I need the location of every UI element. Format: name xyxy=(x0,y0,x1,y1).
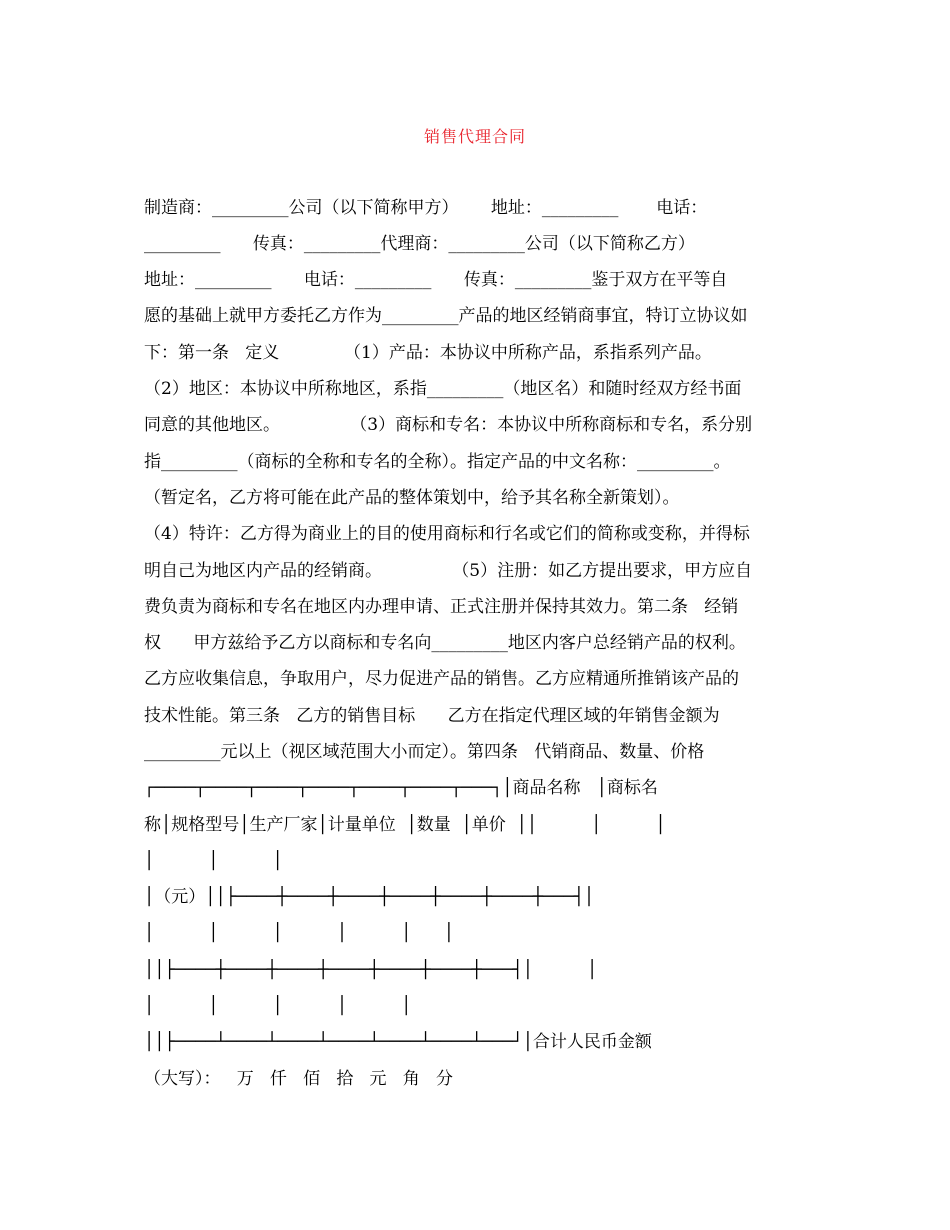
table-text-row: │ │ │ │ │ xyxy=(144,996,412,1016)
contract-line: 同意的其他地区。 （3）商标和专名：本协议中所称商标和专名，系分别 xyxy=(144,415,753,435)
table-text-row: │ │ │ │ │ │ xyxy=(144,923,454,943)
contract-line: 下：第一条 定义 （1）产品：本协议中所称产品，系指系列产品。 xyxy=(144,343,712,363)
contract-line: （4）特许：乙方得为商业上的目的使用商标和行名或它们的简称或变称，并得标 xyxy=(144,524,750,544)
table-text-row: 称│规格型号│生产厂家│计量单位 │数量 │单价 ││ │ │ xyxy=(144,815,666,835)
contract-line: _________元以上（视区域范围大小而定）。第四条 代销商品、数量、价格 xyxy=(144,742,705,762)
table-text-row: ││├────┴────┴────┴────┴────┴────┴───┘│合计人民币金额 xyxy=(144,1032,652,1052)
contract-line: 权 甲方兹给予乙方以商标和专名向_________地区内客户总经销产品的权利。 xyxy=(144,633,746,653)
contract-line: 指_________（商标的全称和专名的全称）。指定产品的中文名称：_________。 xyxy=(144,452,731,472)
contract-line: 愿的基础上就甲方委托乙方作为_________产品的地区经销商事宜，特订立协议如 xyxy=(144,306,748,326)
contract-line: 费负责为商标和专名在地区内办理申请、正式注册并保持其效力。第二条 经销 xyxy=(144,597,739,617)
table-text-row: │ │ │ xyxy=(144,851,283,871)
contract-line: （2）地区：本协议中所称地区，系指_________（地区名）和随时经双方经书面 xyxy=(144,379,742,399)
contract-line: _________ 传真：_________代理商：_________公司（以下简称乙方） xyxy=(144,234,695,254)
table-text-row: （大写）： 万 仟 佰 拾 元 角 分 xyxy=(144,1069,453,1089)
document-title: 销售代理合同 xyxy=(423,127,526,146)
contract-line: 制造商：_________公司（以下简称甲方） 地址：_________ 电话： xyxy=(144,198,708,218)
table-text-row: ││├────┼────┼────┼────┼────┼────┼───┤│ │ xyxy=(144,960,598,980)
table-text-row: │（元）││├────┼────┼────┼────┼────┼────┼───┤│ xyxy=(144,887,595,907)
contract-line: （暂定名，乙方将可能在此产品的整体策划中，给予其名称全新策划）。 xyxy=(144,488,680,508)
contract-line: 明自己为地区内产品的经销商。 （5）注册：如乙方提出要求，甲方应自 xyxy=(144,561,753,581)
contract-line: 地址：_________ 电话：_________ 传真：_________鉴于双方在平等自 xyxy=(144,270,728,290)
contract-line: 乙方应收集信息，争取用户，尽力促进产品的销售。乙方应精通所推销该产品的 xyxy=(144,669,739,689)
contract-line: 技术性能。第三条 乙方的销售目标 乙方在指定代理区域的年销售金额为 xyxy=(144,706,720,726)
table-text-row: ┌────┬────┬────┬────┬────┬────┬───┐│商品名称 │商标名 xyxy=(144,778,658,798)
